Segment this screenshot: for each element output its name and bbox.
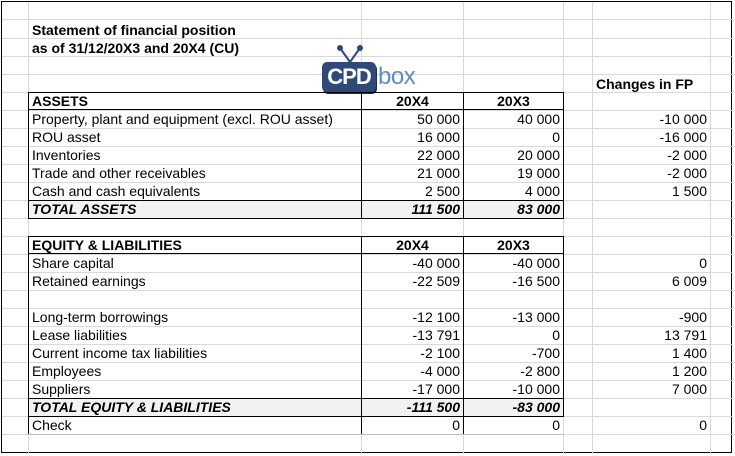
equity-change: 1 200 <box>671 363 707 379</box>
statement-title: Statement of financial position <box>32 22 236 38</box>
check-label: Check <box>32 417 72 433</box>
asset-change: -2 000 <box>667 165 707 181</box>
total-equity-liabilities-label: TOTAL EQUITY & LIABILITIES <box>32 399 231 415</box>
equity-value-20x3: -40 000 <box>512 255 560 271</box>
assets-col-20x3: 20X3 <box>497 93 530 109</box>
changes-in-fp-header: Changes in FP <box>596 76 694 92</box>
equity-header: EQUITY & LIABILITIES <box>32 237 182 253</box>
equity-label: Current income tax liabilities <box>32 345 208 361</box>
equity-change: 0 <box>699 255 707 271</box>
equity-value-20x3: -700 <box>531 345 560 361</box>
equity-value-20x4: -22 509 <box>412 273 460 289</box>
equity-label: Lease liabilities <box>32 327 127 343</box>
equity-label: Share capital <box>32 255 114 271</box>
equity-value-20x4: -12 100 <box>412 309 460 325</box>
asset-label: ROU asset <box>32 129 101 145</box>
antenna-icon <box>330 44 370 64</box>
check-value-20x3: 0 <box>552 417 560 433</box>
asset-change: 1 500 <box>671 183 707 199</box>
asset-change: -16 000 <box>659 129 707 145</box>
equity-label: Retained earnings <box>32 273 146 289</box>
equity-value-20x3: -16 500 <box>512 273 560 289</box>
asset-value-20x3: 40 000 <box>517 111 560 127</box>
grid-row-line <box>2 19 733 20</box>
equity-col-20x3: 20X3 <box>497 237 530 253</box>
logo-cpd-text: CPD <box>322 62 376 92</box>
equity-value-20x3: -2 800 <box>520 363 560 379</box>
logo-box-text: box <box>378 63 416 90</box>
asset-value-20x3: 4 000 <box>524 183 560 199</box>
equity-change: -900 <box>678 309 707 325</box>
check-row-border <box>28 416 29 435</box>
statement-subtitle: as of 31/12/20X3 and 20X4 (CU) <box>32 40 239 56</box>
asset-change: -2 000 <box>667 147 707 163</box>
asset-value-20x4: 21 000 <box>417 165 460 181</box>
equity-label: Long-term borrowings <box>32 309 169 325</box>
equity-value-20x4: -17 000 <box>412 381 460 397</box>
equity-value-20x3: -10 000 <box>512 381 560 397</box>
equity-value-20x4: -40 000 <box>412 255 460 271</box>
asset-value-20x3: 0 <box>552 129 560 145</box>
asset-label: Inventories <box>32 147 101 163</box>
total-equity-20x4: -111 500 <box>406 399 460 415</box>
equity-label: Employees <box>32 363 102 379</box>
assets-header: ASSETS <box>32 93 89 109</box>
equity-value-20x3: 0 <box>552 327 560 343</box>
asset-value-20x4: 50 000 <box>417 111 460 127</box>
asset-label: Cash and cash equivalents <box>32 183 201 199</box>
asset-value-20x4: 22 000 <box>417 147 460 163</box>
equity-value-20x4: -2 100 <box>420 345 460 361</box>
asset-label: Property, plant and equipment (excl. ROU asset) <box>32 111 333 127</box>
equity-value-20x4: -4 000 <box>420 363 460 379</box>
grid-col-line <box>710 2 711 454</box>
equity-label: Suppliers <box>32 381 91 397</box>
asset-value-20x3: 20 000 <box>517 147 560 163</box>
asset-value-20x3: 19 000 <box>517 165 560 181</box>
asset-change: -10 000 <box>659 111 707 127</box>
check-change: 0 <box>699 417 707 433</box>
asset-label: Trade and other receivables <box>32 165 206 181</box>
equity-value-20x3: -13 000 <box>512 309 560 325</box>
asset-value-20x4: 2 500 <box>424 183 460 199</box>
check-value-20x4: 0 <box>452 417 460 433</box>
total-assets-20x4: 111 500 <box>411 201 460 217</box>
check-row-border <box>28 434 564 435</box>
assets-col-20x4: 20X4 <box>396 93 429 109</box>
total-equity-20x3: -83 000 <box>512 399 560 415</box>
total-assets-label: TOTAL ASSETS <box>32 201 137 217</box>
total-assets-20x3: 83 000 <box>517 201 560 217</box>
equity-change: 6 009 <box>671 273 707 289</box>
equity-change: 1 400 <box>671 345 707 361</box>
equity-value-20x4: -13 791 <box>412 327 460 343</box>
equity-change: 7 000 <box>671 381 707 397</box>
asset-value-20x4: 16 000 <box>417 129 460 145</box>
equity-col-20x4: 20X4 <box>396 237 429 253</box>
equity-change: 13 791 <box>664 327 707 343</box>
